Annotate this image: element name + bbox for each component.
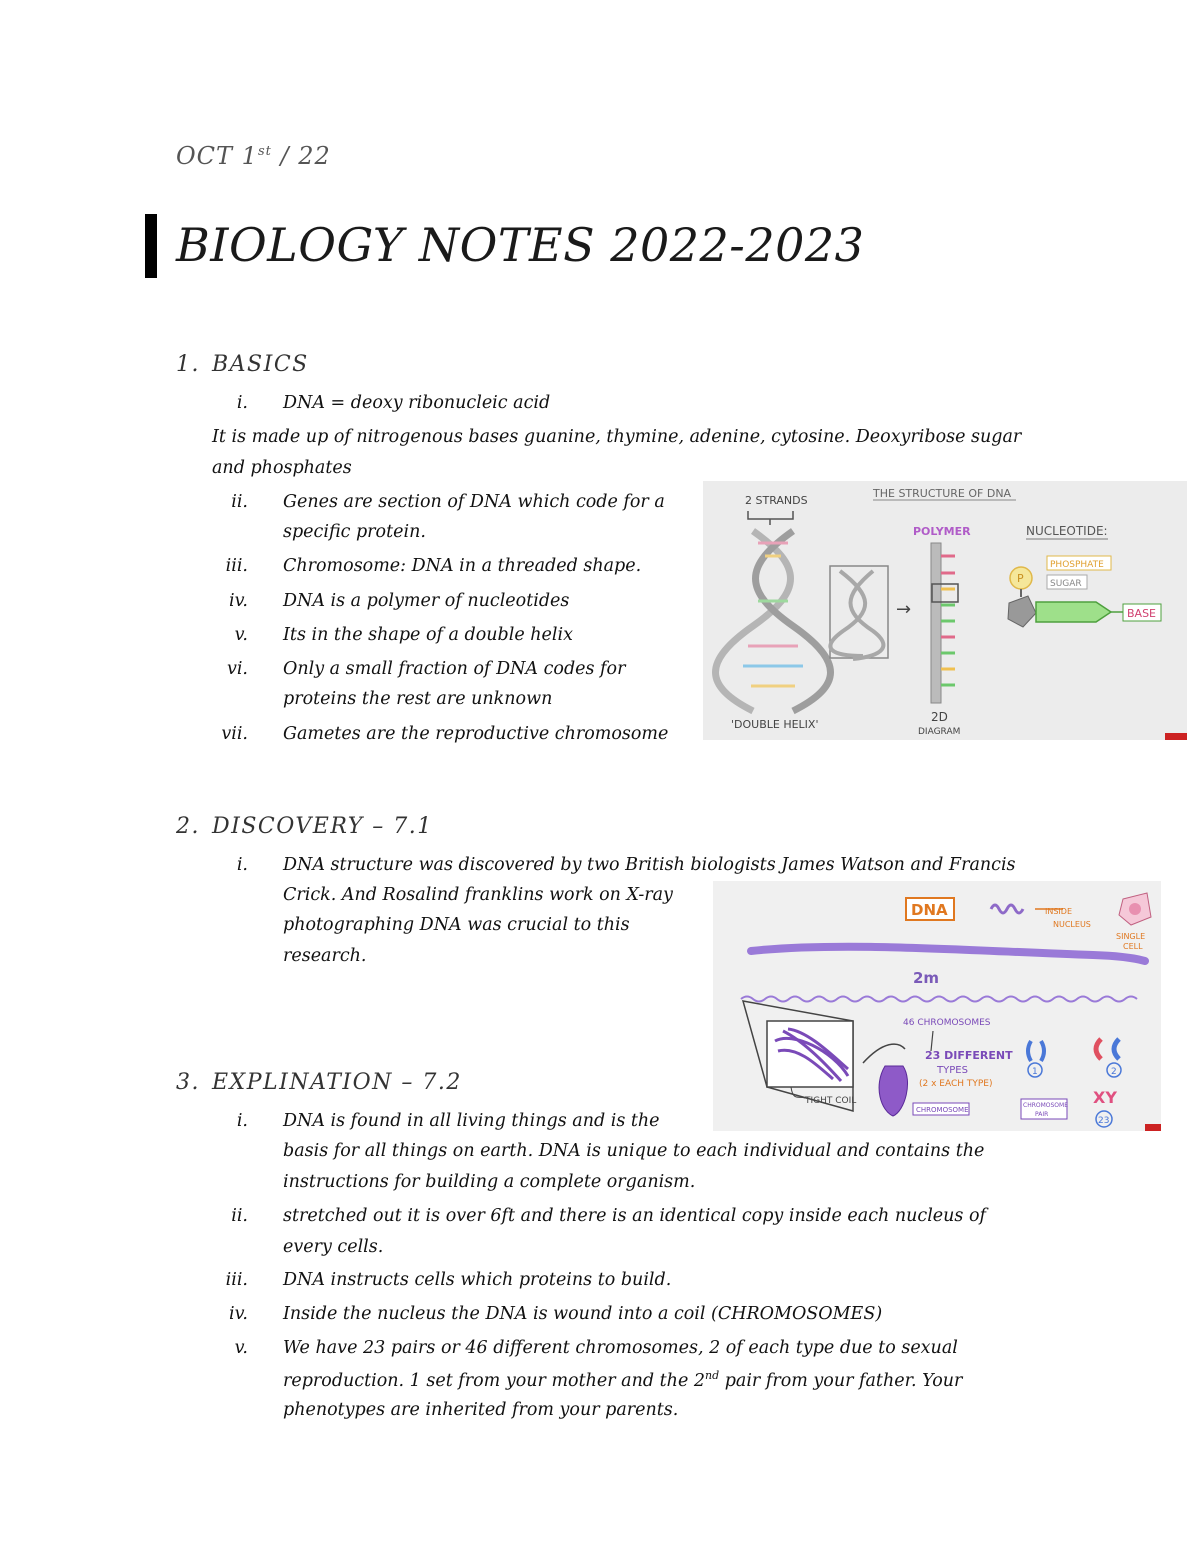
list-item: proteins the rest are unknown	[283, 689, 553, 709]
dna-label: DNA	[911, 901, 948, 919]
dna-chromosome-image	[713, 881, 1161, 1131]
list-item: We have 23 pairs or 46 different chromosomes, 2 of each type due to sexual	[283, 1338, 958, 1358]
list-num: v.	[234, 625, 248, 645]
list-num: iii.	[225, 1270, 248, 1290]
coil-icon	[991, 905, 1023, 913]
strands-label: 2 STRANDS	[745, 494, 808, 507]
list-num: iv.	[229, 1304, 248, 1324]
list-num: i.	[236, 1111, 248, 1131]
double-helix-icon	[716, 531, 831, 711]
section-heading-basics: 1. BASICS	[176, 352, 309, 377]
pair-23-label: 23	[1098, 1116, 1110, 1126]
list-item: reproduction. 1 set from your mother and the 2nd pair from your father. Your	[283, 1369, 963, 1391]
list-num: iv.	[229, 591, 248, 611]
paragraph-line: It is made up of nitrogenous bases guanine, thymine, adenine, cytosine. Deoxyribose sugar	[212, 427, 1022, 447]
nucleotide-label: NUCLEOTIDE:	[1026, 524, 1108, 538]
chromosome-label: CHROMOSOME	[916, 1106, 969, 1114]
list-num: iii.	[225, 556, 248, 576]
list-num: ii.	[231, 492, 248, 512]
pair-1-label: 1	[1032, 1067, 1038, 1077]
dna-structure-image	[703, 481, 1187, 740]
list-num: vi.	[226, 659, 248, 679]
list-num: ii.	[231, 1206, 248, 1226]
chromosome-pair-label-1: CHROMOSOME	[1023, 1102, 1068, 1109]
xy-label: XY	[1093, 1088, 1117, 1107]
list-item: specific protein.	[283, 522, 426, 542]
list-item: DNA structure was discovered by two British biologists James Watson and Francis	[283, 855, 1016, 875]
types-label-2: TYPES	[937, 1065, 968, 1076]
length-label: 2m	[913, 969, 940, 987]
list-item: DNA is found in all living things and is the	[283, 1111, 660, 1131]
tight-coil-label: TIGHT COIL	[805, 1096, 857, 1106]
types-label-3: (2 x EACH TYPE)	[919, 1079, 993, 1089]
list-num: i.	[236, 855, 248, 875]
list-item: DNA is a polymer of nucleotides	[283, 591, 570, 611]
list-item: Chromosome: DNA in a threaded shape.	[283, 556, 642, 576]
types-label-1: 23 DIFFERENT	[925, 1049, 1013, 1062]
phosphate-p: P	[1017, 572, 1024, 585]
list-item: Only a small fraction of DNA codes for	[283, 659, 626, 679]
diagram-label: DIAGRAM	[918, 727, 961, 737]
list-item: DNA instructs cells which proteins to build.	[283, 1270, 672, 1290]
list-num: v.	[234, 1338, 248, 1358]
list-item: Genes are section of DNA which code for a	[283, 492, 665, 512]
list-item: Its in the shape of a double helix	[283, 625, 573, 645]
polymer-label: POLYMER	[913, 525, 971, 538]
base-label: BASE	[1127, 607, 1157, 620]
double-helix-label: 'DOUBLE HELIX'	[731, 718, 819, 731]
chromosome-icon	[879, 1066, 907, 1116]
dna-strand-icon	[751, 947, 1145, 961]
list-item: photographing DNA was crucial to this	[283, 915, 630, 935]
list-num: vii.	[221, 724, 248, 744]
section-heading-explanation: 3. EXPLINATION – 7.2	[176, 1070, 462, 1095]
list-item: instructions for building a complete organism.	[283, 1172, 696, 1192]
list-item: research.	[283, 946, 367, 966]
diagram-2d-label: 2D	[931, 710, 948, 724]
sugar-label: SUGAR	[1050, 579, 1082, 589]
list-item: stretched out it is over 6ft and there is an identical copy inside each nucleus of	[283, 1206, 986, 1226]
date: OCT 1st / 22	[176, 142, 331, 170]
page-title: BIOLOGY NOTES 2022-2023	[176, 218, 865, 272]
single-label: SINGLE	[1116, 932, 1146, 941]
pair-2-label: 2	[1111, 1067, 1117, 1077]
sugar-icon	[1008, 596, 1036, 627]
base-icon	[1036, 602, 1111, 622]
inside-label: INSIDE	[1045, 907, 1072, 916]
list-item: every cells.	[283, 1237, 384, 1257]
list-item: DNA = deoxy ribonucleic acid	[283, 393, 551, 413]
list-num: i.	[236, 393, 248, 413]
title-bar	[145, 214, 157, 278]
list-item: Inside the nucleus the DNA is wound into a coil (CHROMOSOMES)	[283, 1304, 883, 1324]
paragraph-line: and phosphates	[212, 458, 352, 478]
figure-title: THE STRUCTURE OF DNA	[873, 487, 1012, 500]
list-item: Gametes are the reproductive chromosome	[283, 724, 669, 744]
cell-label: CELL	[1123, 942, 1143, 951]
phosphate-label: PHOSPHATE	[1050, 560, 1104, 570]
list-item: Crick. And Rosalind franklins work on X-ray	[283, 885, 673, 905]
arrow-icon: →	[896, 599, 912, 620]
list-item: phenotypes are inherited from your parents.	[283, 1400, 679, 1420]
chromosomes-46-label: 46 CHROMOSOMES	[903, 1018, 991, 1028]
list-item: basis for all things on earth. DNA is unique to each individual and contains the	[283, 1141, 985, 1161]
chromosome-pair-label-2: PAIR	[1035, 1111, 1049, 1118]
nucleus-label: NUCLEUS	[1053, 920, 1091, 929]
section-heading-discovery: 2. DISCOVERY – 7.1	[176, 814, 433, 839]
